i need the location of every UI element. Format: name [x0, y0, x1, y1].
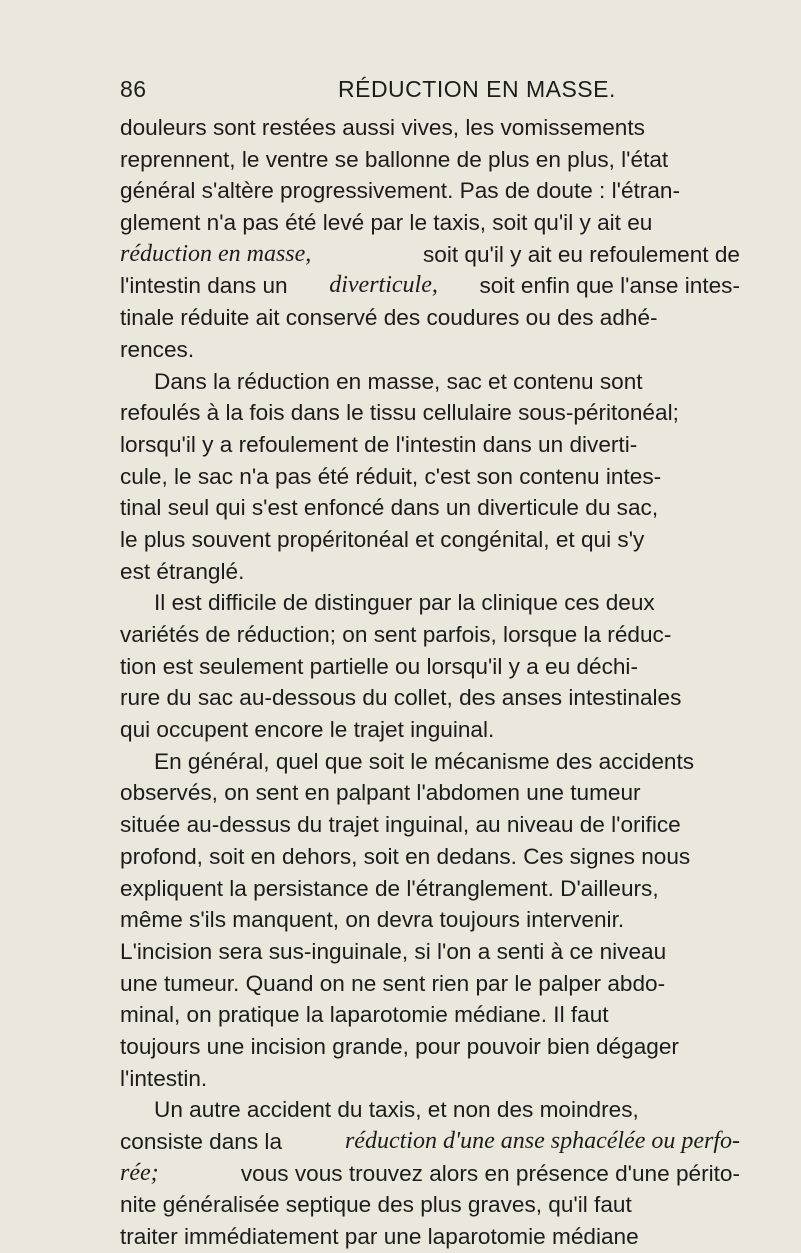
text-line: une tumeur. Quand on ne sent rien par le palper abdo- — [120, 970, 666, 996]
text-line: tion est seulement partielle ou lorsqu'il y a eu déchi- — [120, 653, 638, 679]
page-header — [120, 76, 740, 112]
text-line: profond, soit en dehors, soit en dedans. Ces signes nous — [120, 843, 691, 869]
text-line: refoulés à la fois dans le tissu cellulaire sous-péritonéal; — [120, 400, 679, 426]
text-line: rences. — [120, 336, 195, 362]
italic-phrase: réduction d'une anse sphacélée ou perfo- — [344, 1128, 740, 1154]
text-line: minal, on pratique la laparotomie médiane. Il faut — [120, 1002, 609, 1028]
text-line: traiter immédiatement par une laparotomie médiane — [120, 1224, 639, 1250]
paragraph-start: Dans la réduction en masse, sac et contenu sont — [154, 368, 643, 394]
text-line: le plus souvent propéritonéal et congénital, et qui s'y — [120, 526, 645, 552]
text-line: L'incision sera sus-inguinale, si l'on a senti à ce niveau — [120, 938, 667, 964]
italic-phrase: réduction en masse, — [120, 240, 312, 267]
text-line: variétés de réduction; on sent parfois, lorsque la réduc- — [120, 622, 672, 647]
body-text — [120, 112, 740, 1253]
text-line: l'intestin dans un diverticule, soit enfin que l'anse intes- — [120, 270, 740, 302]
text-line: réduction en masse, soit qu'il y ait eu refoulement de — [120, 239, 740, 271]
text-line: l'intestin. — [120, 1065, 208, 1091]
text-line: consiste dans la réduction d'une anse sphacélée ou perfo- — [120, 1126, 740, 1158]
text-line: rée; vous vous trouvez alors en présence d'une périto- — [120, 1158, 740, 1190]
text-line: cule, le sac n'a pas été réduit, c'est son contenu intes- — [120, 463, 662, 489]
text-line: rure du sac au-dessous du collet, des anses intestinales — [120, 685, 682, 711]
text-line: lorsqu'il y a refoulement de l'intestin dans un diverti- — [120, 431, 638, 457]
text-line: douleurs sont restées aussi vives, les vomissements — [120, 115, 645, 140]
text-line: même s'ils manquent, on devra toujours intervenir. — [120, 907, 625, 933]
text-line: général s'altère progressivement. Pas de doute : l'étran- — [120, 178, 680, 204]
text-line: tinal seul qui s'est enfoncé dans un diverticule du sac, — [120, 495, 659, 521]
italic-phrase: rée; — [120, 1159, 159, 1186]
text-line: tinale réduite ait conservé des coudures ou des adhé- — [120, 305, 658, 331]
page-number: 86 — [120, 76, 147, 102]
paragraph-start: Un autre accident du taxis, et non des moindres, — [154, 1097, 639, 1123]
italic-phrase: diverticule, — [329, 272, 438, 299]
text-line: nite généralisée septique des plus graves, qu'il faut — [120, 1192, 632, 1218]
text-line: qui occupent encore le trajet inguinal. — [120, 717, 495, 743]
running-title: RÉDUCTION EN MASSE. — [338, 76, 616, 102]
text-line: reprennent, le ventre se ballonne de plus en plus, l'état — [120, 146, 669, 172]
paragraph-start: En général, quel que soit le mécanisme des accidents — [154, 748, 695, 774]
text-line: observés, on sent en palpant l'abdomen une tumeur — [120, 780, 641, 806]
text-line: expliquent la persistance de l'étranglement. D'ailleurs, — [120, 875, 659, 901]
paragraph-start: Il est difficile de distinguer par la clinique ces deux — [154, 590, 655, 616]
text-line: toujours une incision grande, pour pouvoir bien dégager — [120, 1033, 679, 1059]
text-line: glement n'a pas été levé par le taxis, soit qu'il y ait eu — [120, 210, 653, 236]
text-line: est étranglé. — [120, 558, 245, 584]
text-line: située au-dessus du trajet inguinal, au niveau de l'orifice — [120, 812, 681, 838]
